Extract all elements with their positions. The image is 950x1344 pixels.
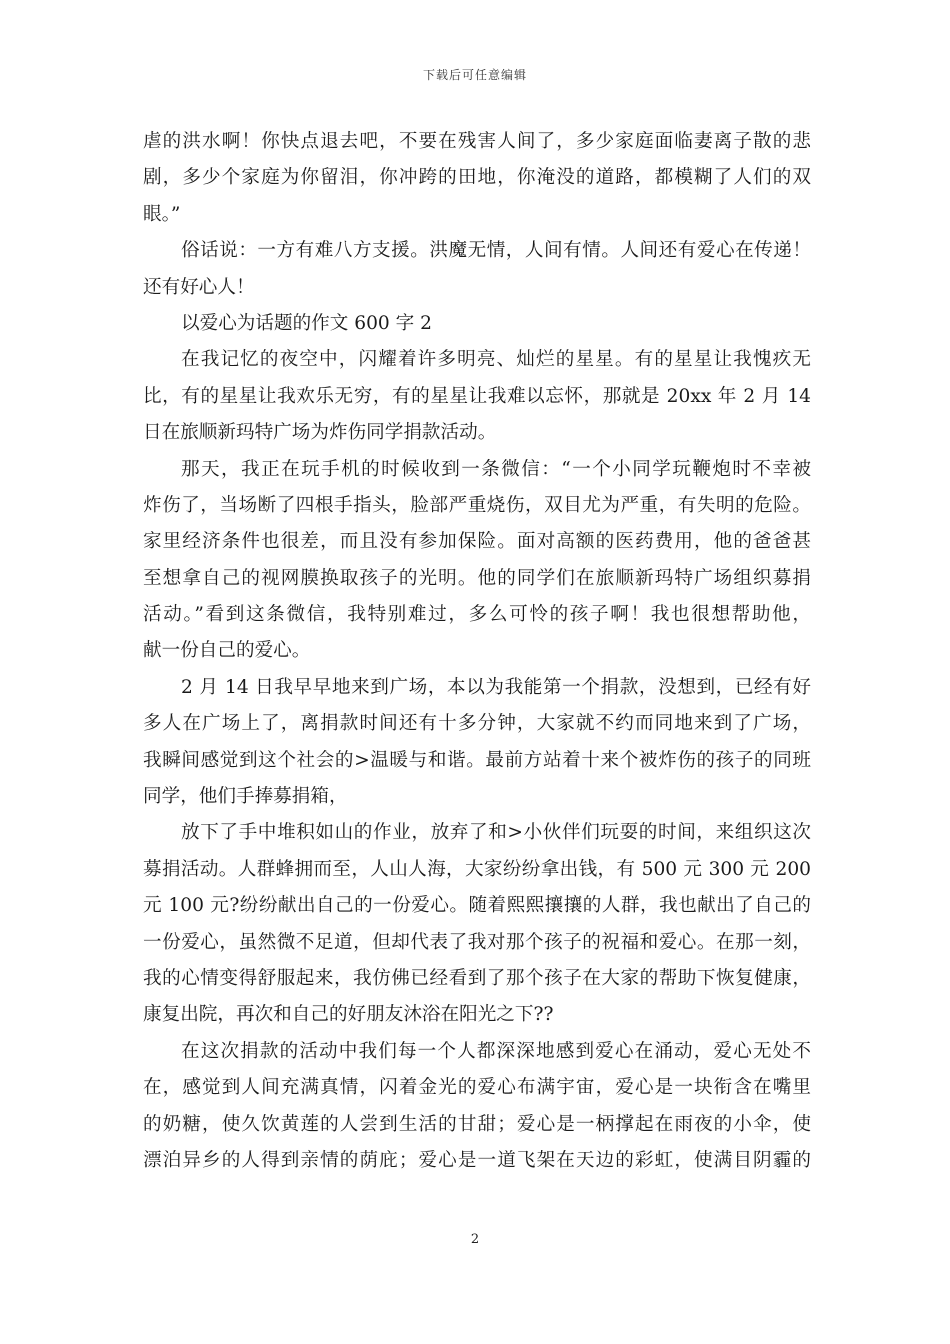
- text-line: 眼。”: [143, 203, 181, 225]
- text-line: 比，有的星星让我欢乐无穷，有的星星让我难以忘怀，那就是 20xx 年 2 月 14: [143, 385, 811, 407]
- text-line: 在这次捐款的活动中我们每一个人都深深地感到爱心在涌动，爱心无处不: [181, 1040, 811, 1062]
- text-line: 漂泊异乡的人得到亲情的荫庇；爱心是一道飞架在天边的彩虹，使满目阴霾的: [143, 1149, 811, 1171]
- text-line: 那天，我正在玩手机的时候收到一条微信：“一个小同学玩鞭炮时不幸被: [181, 458, 811, 480]
- text-line: 同学，他们手捧募捐箱，: [143, 786, 348, 808]
- text-line: 至想拿自己的视网膜换取孩子的光明。他的同学们在旅顺新玛特广场组织募捐: [143, 567, 811, 589]
- text-line: 日在旅顺新玛特广场为炸伤同学捐款活动。: [143, 422, 497, 444]
- text-line: 献一份自己的爱心。: [143, 640, 311, 662]
- text-line: 我瞬间感觉到这个社会的>温暖与和谐。最前方站着十来个被炸伤的孩子的同班: [143, 749, 811, 771]
- text-line: 多人在广场上了，离捐款时间还有十多分钟，大家就不约而同地来到了广场，: [143, 713, 811, 735]
- text-line: 炸伤了，当场断了四根手指头，脸部严重烧伤，双目尤为严重，有失明的危险。: [143, 494, 811, 516]
- text-line: 元 100 元?纷纷献出自己的一份爱心。随着熙熙攘攘的人群，我也献出了自己的: [143, 895, 811, 917]
- text-line: 我的心情变得舒服起来，我仿佛已经看到了那个孩子在大家的帮助下恢复健康，: [143, 967, 811, 989]
- text-line: 剧，多少个家庭为你留泪，你冲跨的田地，你淹没的道路，都模糊了人们的双: [143, 167, 811, 189]
- text-line: 的奶糖，使久饮黄莲的人尝到生活的甘甜；爱心是一柄撑起在雨夜的小伞，使: [143, 1113, 811, 1135]
- text-line: 活动。”看到这条微信，我特别难过，多么可怜的孩子啊！我也很想帮助他，: [143, 604, 811, 626]
- page-header: 下载后可任意编辑: [422, 68, 527, 82]
- text-line: 放下了手中堆积如山的作业，放弃了和>小伙伴们玩耍的时间，来组织这次: [181, 822, 811, 844]
- section-title: 以爱心为话题的作文 600 字 2: [181, 312, 432, 334]
- document-body: [143, 124, 811, 1179]
- text-line: 俗话说：一方有难八方支援。洪魔无情，人间有情。人间还有爱心在传递！: [181, 240, 811, 262]
- page-number: 2: [470, 1232, 480, 1247]
- text-line: 在，感觉到人间充满真情，闪着金光的爱心布满宇宙，爱心是一块衔含在嘴里: [143, 1077, 811, 1099]
- text-line: 虐的洪水啊！你快点退去吧，不要在残害人间了，多少家庭面临妻离子散的悲: [143, 131, 811, 152]
- text-line: 康复出院，再次和自己的好朋友沐浴在阳光之下??: [143, 1004, 554, 1026]
- text-line: 2 月 14 日我早早地来到广场，本以为我能第一个捐款，没想到，已经有好: [181, 676, 811, 698]
- text-line: 在我记忆的夜空中，闪耀着许多明亮、灿烂的星星。有的星星让我愧疚无: [181, 349, 811, 371]
- text-line: 还有好心人！: [143, 276, 255, 298]
- text-line: 家里经济条件也很差，而且没有参加保险。面对高额的医药费用，他的爸爸甚: [143, 531, 811, 553]
- text-line: 募捐活动。人群蜂拥而至，人山人海，大家纷纷拿出钱，有 500 元 300 元 200: [143, 858, 811, 880]
- text-line: 一份爱心，虽然微不足道，但却代表了我对那个孩子的祝福和爱心。在那一刻，: [143, 931, 811, 953]
